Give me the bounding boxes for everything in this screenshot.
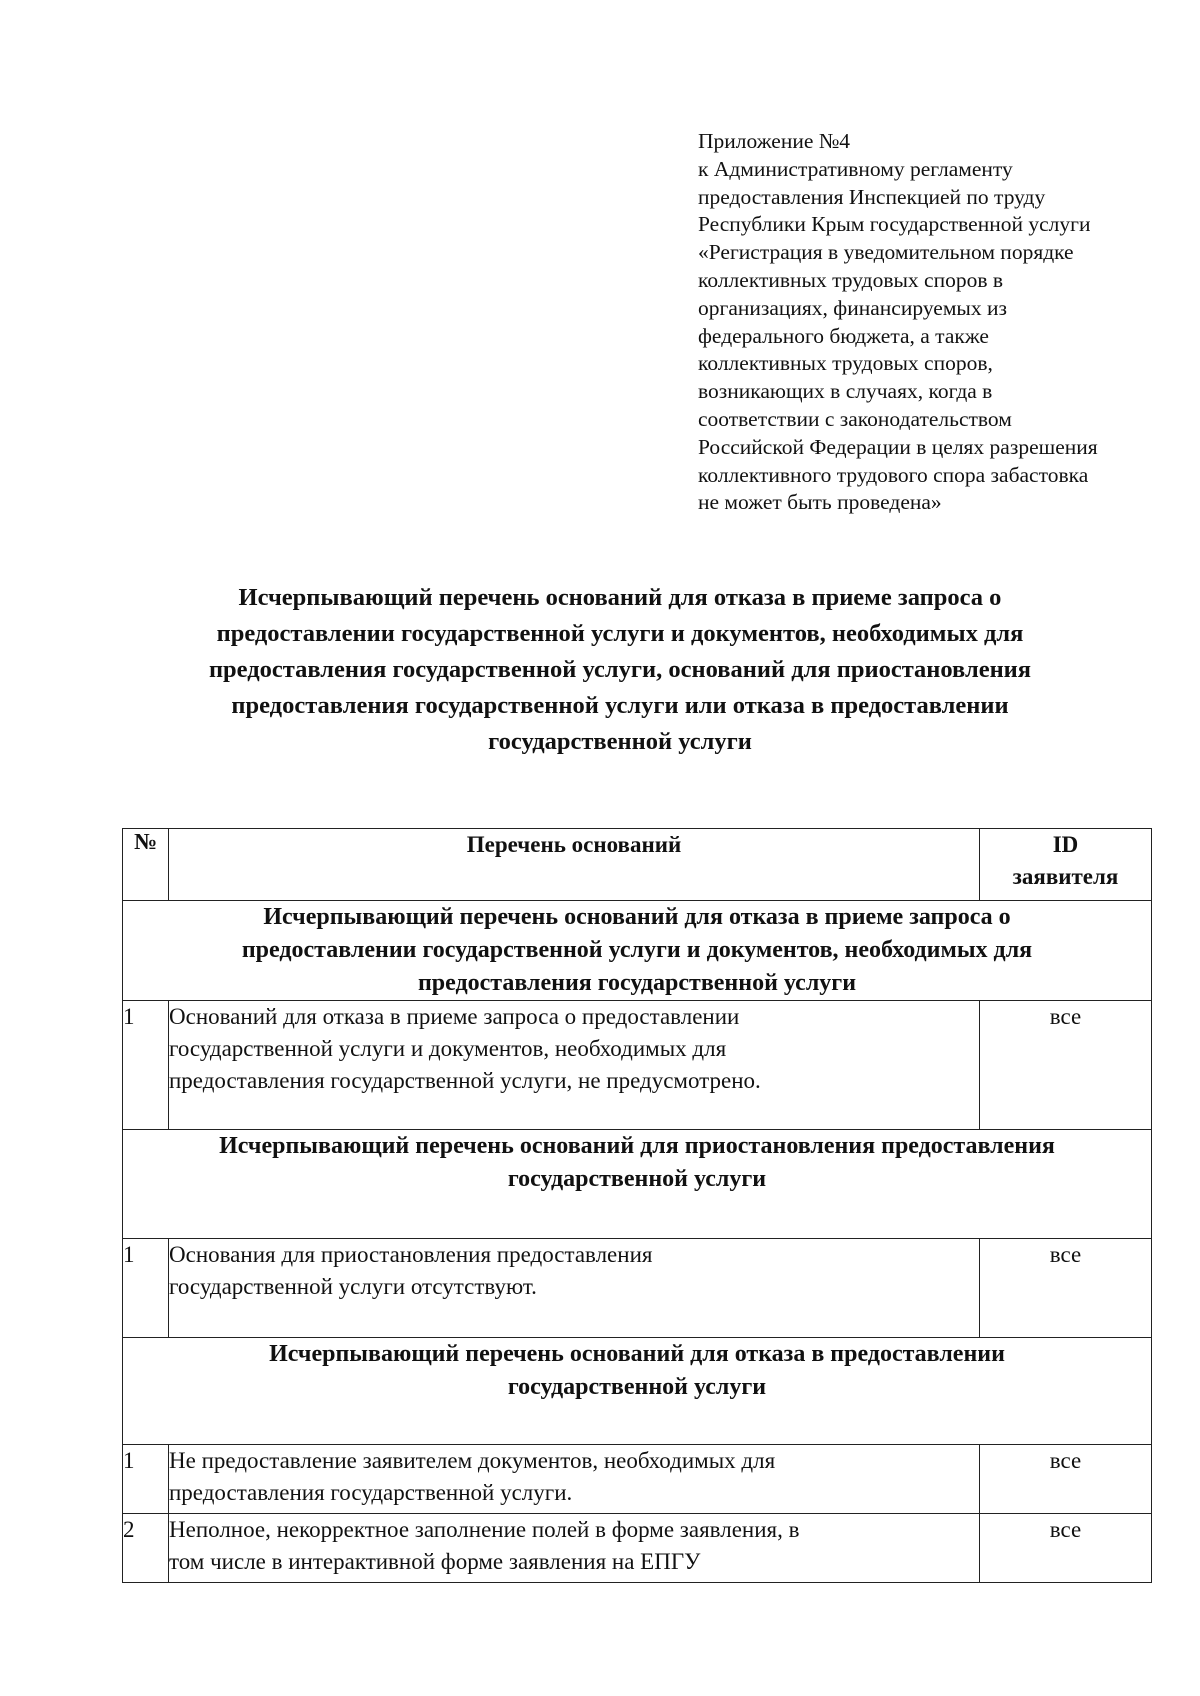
header-id-line: заявителя bbox=[1012, 864, 1119, 889]
row-text-line: предоставления государственной услуги. bbox=[169, 1480, 573, 1505]
row-number: 2 bbox=[123, 1514, 169, 1583]
appendix-line: организациях, финансируемых из bbox=[698, 295, 1007, 320]
section-row bbox=[123, 1130, 1152, 1239]
appendix-line: федерального бюджета, а также bbox=[698, 323, 989, 348]
appendix-line: Республики Крым государственной услуги bbox=[698, 212, 1091, 237]
title-line: предоставления государственной услуги, оснований для приостановления bbox=[208, 656, 1032, 683]
row-applicant-id: все bbox=[980, 1445, 1152, 1514]
section-title-line: государственной услуги bbox=[507, 1374, 767, 1400]
section-title-line: Исчерпывающий перечень оснований для приостановления предоставления bbox=[219, 1133, 1055, 1159]
document-title bbox=[120, 580, 1120, 760]
row-text-line: Не предоставление заявителем документов, необходимых для bbox=[169, 1448, 776, 1473]
title-line: государственной услуги bbox=[488, 728, 752, 755]
appendix-line: «Регистрация в уведомительном порядке bbox=[698, 240, 1074, 265]
row-text bbox=[169, 1001, 980, 1130]
appendix-line: предоставления Инспекцией по труду bbox=[698, 184, 1046, 209]
appendix-line: возникающих в случаях, когда в bbox=[698, 379, 993, 404]
appendix-line: соответствии с законодательством bbox=[698, 406, 1012, 431]
section-title-line: Исчерпывающий перечень оснований для отказа в предоставлении bbox=[269, 1341, 1005, 1367]
row-text-line: предоставления государственной услуги, не предусмотрено. bbox=[169, 1068, 761, 1093]
row-number: 1 bbox=[123, 1001, 169, 1130]
appendix-line: коллективных трудовых споров в bbox=[698, 267, 1004, 292]
appendix-note bbox=[698, 128, 1168, 517]
title-line: предоставления государственной услуги или отказа в предоставлении bbox=[231, 692, 1009, 719]
row-text-line: Оснований для отказа в приеме запроса о предоставлении bbox=[169, 1004, 740, 1029]
appendix-line: коллективного трудового спора забастовка bbox=[698, 462, 1089, 487]
table-row bbox=[123, 1514, 1152, 1583]
section-title bbox=[123, 1130, 1152, 1239]
row-number: 1 bbox=[123, 1445, 169, 1514]
table-header-row bbox=[123, 829, 1152, 901]
row-text bbox=[169, 1514, 980, 1583]
row-text-line: Неполное, некорректное заполнение полей в форме заявления, в bbox=[169, 1517, 800, 1542]
section-title-line: Исчерпывающий перечень оснований для отказа в приеме запроса о bbox=[263, 904, 1011, 930]
section-title-line: предоставлении государственной услуги и документов, необходимых для bbox=[241, 937, 1033, 963]
row-applicant-id: все bbox=[980, 1239, 1152, 1338]
section-row bbox=[123, 1338, 1152, 1445]
section-row bbox=[123, 901, 1152, 1001]
appendix-line: Российской Федерации в целях разрешения bbox=[698, 434, 1098, 459]
section-title bbox=[123, 901, 1152, 1001]
section-title-line: предоставления государственной услуги bbox=[417, 970, 857, 996]
header-grounds-list: Перечень оснований bbox=[169, 829, 980, 901]
row-applicant-id: все bbox=[980, 1001, 1152, 1130]
title-line: предоставлении государственной услуги и документов, необходимых для bbox=[216, 620, 1024, 647]
appendix-line: Приложение №4 bbox=[698, 129, 851, 153]
row-text-line: государственной услуги отсутствуют. bbox=[169, 1274, 537, 1299]
row-text-line: том числе в интерактивной форме заявления на ЕПГУ bbox=[169, 1549, 701, 1574]
appendix-line: к Административному регламенту bbox=[698, 156, 1013, 181]
table-row bbox=[123, 1239, 1152, 1338]
appendix-line: коллективных трудовых споров, bbox=[698, 351, 993, 376]
row-applicant-id: все bbox=[980, 1514, 1152, 1583]
header-number: № bbox=[123, 829, 169, 901]
row-text bbox=[169, 1239, 980, 1338]
row-text-line: Основания для приостановления предоставления bbox=[169, 1242, 653, 1267]
section-title bbox=[123, 1338, 1152, 1445]
table-row bbox=[123, 1445, 1152, 1514]
header-applicant-id bbox=[980, 829, 1152, 901]
row-number: 1 bbox=[123, 1239, 169, 1338]
table-row bbox=[123, 1001, 1152, 1130]
header-id-line: ID bbox=[1052, 832, 1079, 857]
row-text bbox=[169, 1445, 980, 1514]
row-text-line: государственной услуги и документов, необходимых для bbox=[169, 1036, 727, 1061]
grounds-table bbox=[122, 828, 1152, 1583]
appendix-line: не может быть проведена» bbox=[698, 490, 942, 515]
title-line: Исчерпывающий перечень оснований для отказа в приеме запроса о bbox=[238, 584, 1002, 611]
section-title-line: государственной услуги bbox=[507, 1166, 767, 1192]
